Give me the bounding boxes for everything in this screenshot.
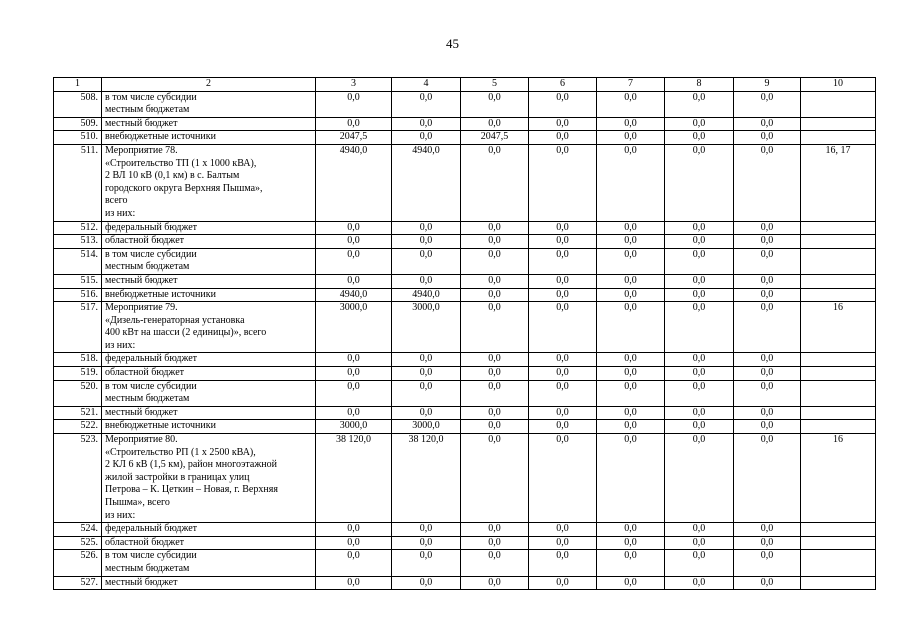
amount-cell: 0,0 xyxy=(597,91,665,117)
amount-cell: 0,0 xyxy=(392,550,461,576)
row-description: Мероприятие 80. «Строительство РП (1 х 2500 кВА), 2 КЛ 6 кВ (1,5 км), район многоэтажной жилой застройки в границах улиц Петрова – К. Цеткин – Новая, г. Верхняя Пышма», всего из них: xyxy=(102,434,316,523)
amount-cell: 0,0 xyxy=(597,434,665,523)
row-number: 522. xyxy=(54,420,102,434)
amount-cell: 0,0 xyxy=(597,550,665,576)
amount-cell: 0,0 xyxy=(597,380,665,406)
amount-cell: 0,0 xyxy=(734,523,801,537)
amount-cell: 0,0 xyxy=(597,144,665,221)
amount-cell: 0,0 xyxy=(529,434,597,523)
amount-cell: 0,0 xyxy=(316,274,392,288)
amount-cell: 0,0 xyxy=(665,434,734,523)
amount-cell: 0,0 xyxy=(597,248,665,274)
row-number: 508. xyxy=(54,91,102,117)
header-row xyxy=(54,78,876,92)
row-number: 510. xyxy=(54,131,102,145)
amount-cell: 0,0 xyxy=(461,380,529,406)
row-number: 519. xyxy=(54,367,102,381)
amount-cell: 0,0 xyxy=(316,536,392,550)
target-reference xyxy=(801,576,876,590)
table-row xyxy=(54,221,876,235)
row-description: в том числе субсидии местным бюджетам xyxy=(102,91,316,117)
row-description: местный бюджет xyxy=(102,406,316,420)
amount-cell: 0,0 xyxy=(734,91,801,117)
amount-cell: 0,0 xyxy=(597,420,665,434)
row-number: 509. xyxy=(54,117,102,131)
table-row xyxy=(54,302,876,353)
amount-cell: 0,0 xyxy=(529,248,597,274)
header-cell: 8 xyxy=(665,78,734,92)
amount-cell: 0,0 xyxy=(734,406,801,420)
amount-cell: 0,0 xyxy=(597,406,665,420)
amount-cell: 0,0 xyxy=(734,288,801,302)
header-cell: 3 xyxy=(316,78,392,92)
amount-cell: 4940,0 xyxy=(316,288,392,302)
target-reference xyxy=(801,288,876,302)
amount-cell: 0,0 xyxy=(392,221,461,235)
row-number: 520. xyxy=(54,380,102,406)
table-row xyxy=(54,536,876,550)
amount-cell: 0,0 xyxy=(461,367,529,381)
target-reference xyxy=(801,380,876,406)
table-row xyxy=(54,274,876,288)
amount-cell: 0,0 xyxy=(529,406,597,420)
amount-cell: 3000,0 xyxy=(392,420,461,434)
target-reference xyxy=(801,550,876,576)
amount-cell: 0,0 xyxy=(665,406,734,420)
target-reference xyxy=(801,536,876,550)
amount-cell: 0,0 xyxy=(316,248,392,274)
amount-cell: 0,0 xyxy=(597,536,665,550)
amount-cell: 0,0 xyxy=(316,406,392,420)
amount-cell: 0,0 xyxy=(734,367,801,381)
row-number: 524. xyxy=(54,523,102,537)
row-description: в том числе субсидии местным бюджетам xyxy=(102,248,316,274)
row-number: 526. xyxy=(54,550,102,576)
amount-cell: 0,0 xyxy=(734,302,801,353)
table-row xyxy=(54,550,876,576)
amount-cell: 0,0 xyxy=(529,131,597,145)
amount-cell: 0,0 xyxy=(392,91,461,117)
target-reference xyxy=(801,221,876,235)
row-number: 515. xyxy=(54,274,102,288)
row-description: внебюджетные источники xyxy=(102,131,316,145)
row-number: 517. xyxy=(54,302,102,353)
row-description: местный бюджет xyxy=(102,274,316,288)
amount-cell: 0,0 xyxy=(529,144,597,221)
amount-cell: 38 120,0 xyxy=(316,434,392,523)
amount-cell: 0,0 xyxy=(734,434,801,523)
row-number: 513. xyxy=(54,235,102,249)
amount-cell: 2047,5 xyxy=(461,131,529,145)
target-reference: 16, 17 xyxy=(801,144,876,221)
amount-cell: 0,0 xyxy=(734,131,801,145)
amount-cell: 0,0 xyxy=(665,221,734,235)
amount-cell: 0,0 xyxy=(316,91,392,117)
amount-cell: 0,0 xyxy=(316,117,392,131)
target-reference xyxy=(801,91,876,117)
amount-cell: 0,0 xyxy=(597,274,665,288)
amount-cell: 0,0 xyxy=(734,576,801,590)
amount-cell: 0,0 xyxy=(461,288,529,302)
amount-cell: 3000,0 xyxy=(316,420,392,434)
amount-cell: 0,0 xyxy=(461,420,529,434)
header-cell: 4 xyxy=(392,78,461,92)
target-reference: 16 xyxy=(801,434,876,523)
table-row xyxy=(54,367,876,381)
target-reference xyxy=(801,420,876,434)
row-description: Мероприятие 78. «Строительство ТП (1 х 1000 кВА), 2 ВЛ 10 кВ (0,1 км) в с. Балтым городского округа Верхняя Пышма», всего из них: xyxy=(102,144,316,221)
amount-cell: 0,0 xyxy=(734,536,801,550)
amount-cell: 0,0 xyxy=(529,235,597,249)
amount-cell: 0,0 xyxy=(734,221,801,235)
amount-cell: 0,0 xyxy=(597,523,665,537)
amount-cell: 0,0 xyxy=(392,576,461,590)
table-row xyxy=(54,523,876,537)
amount-cell: 0,0 xyxy=(665,353,734,367)
amount-cell: 0,0 xyxy=(461,353,529,367)
target-reference xyxy=(801,353,876,367)
amount-cell: 0,0 xyxy=(597,288,665,302)
amount-cell: 3000,0 xyxy=(316,302,392,353)
row-number: 512. xyxy=(54,221,102,235)
amount-cell: 0,0 xyxy=(392,536,461,550)
amount-cell: 0,0 xyxy=(392,131,461,145)
row-description: Мероприятие 79. «Дизель-генераторная установка 400 кВт на шасси (2 единицы)», всего из них: xyxy=(102,302,316,353)
row-number: 516. xyxy=(54,288,102,302)
row-number: 518. xyxy=(54,353,102,367)
amount-cell: 0,0 xyxy=(665,420,734,434)
amount-cell: 0,0 xyxy=(529,91,597,117)
amount-cell: 0,0 xyxy=(597,131,665,145)
amount-cell: 0,0 xyxy=(665,117,734,131)
amount-cell: 0,0 xyxy=(316,550,392,576)
amount-cell: 0,0 xyxy=(529,420,597,434)
amount-cell: 4940,0 xyxy=(392,144,461,221)
amount-cell: 0,0 xyxy=(529,367,597,381)
amount-cell: 0,0 xyxy=(665,144,734,221)
amount-cell: 0,0 xyxy=(597,235,665,249)
amount-cell: 0,0 xyxy=(461,576,529,590)
amount-cell: 0,0 xyxy=(392,235,461,249)
amount-cell: 0,0 xyxy=(529,536,597,550)
table-row xyxy=(54,434,876,523)
table-row xyxy=(54,353,876,367)
amount-cell: 0,0 xyxy=(597,117,665,131)
amount-cell: 0,0 xyxy=(461,536,529,550)
amount-cell: 0,0 xyxy=(597,367,665,381)
target-reference xyxy=(801,131,876,145)
amount-cell: 0,0 xyxy=(734,248,801,274)
target-reference xyxy=(801,406,876,420)
amount-cell: 0,0 xyxy=(392,523,461,537)
row-description: федеральный бюджет xyxy=(102,523,316,537)
amount-cell: 0,0 xyxy=(529,288,597,302)
amount-cell: 0,0 xyxy=(734,235,801,249)
header-cell: 6 xyxy=(529,78,597,92)
header-cell: 10 xyxy=(801,78,876,92)
amount-cell: 0,0 xyxy=(597,302,665,353)
amount-cell: 0,0 xyxy=(461,550,529,576)
amount-cell: 2047,5 xyxy=(316,131,392,145)
row-number: 525. xyxy=(54,536,102,550)
amount-cell: 0,0 xyxy=(461,274,529,288)
row-description: федеральный бюджет xyxy=(102,221,316,235)
row-number: 521. xyxy=(54,406,102,420)
amount-cell: 0,0 xyxy=(461,117,529,131)
header-cell: 1 xyxy=(54,78,102,92)
row-number: 523. xyxy=(54,434,102,523)
amount-cell: 4940,0 xyxy=(316,144,392,221)
row-description: областной бюджет xyxy=(102,367,316,381)
row-description: федеральный бюджет xyxy=(102,353,316,367)
amount-cell: 0,0 xyxy=(597,353,665,367)
amount-cell: 0,0 xyxy=(529,523,597,537)
amount-cell: 0,0 xyxy=(529,550,597,576)
amount-cell: 0,0 xyxy=(316,353,392,367)
amount-cell: 0,0 xyxy=(665,131,734,145)
amount-cell: 0,0 xyxy=(392,117,461,131)
amount-cell: 0,0 xyxy=(665,91,734,117)
amount-cell: 0,0 xyxy=(529,117,597,131)
amount-cell: 0,0 xyxy=(665,274,734,288)
amount-cell: 0,0 xyxy=(665,380,734,406)
header-cell: 9 xyxy=(734,78,801,92)
row-description: областной бюджет xyxy=(102,235,316,249)
table-row xyxy=(54,131,876,145)
amount-cell: 0,0 xyxy=(665,550,734,576)
table-row xyxy=(54,576,876,590)
amount-cell: 0,0 xyxy=(316,235,392,249)
table-row xyxy=(54,288,876,302)
table-row xyxy=(54,380,876,406)
amount-cell: 0,0 xyxy=(665,536,734,550)
amount-cell: 0,0 xyxy=(734,117,801,131)
amount-cell: 0,0 xyxy=(461,406,529,420)
row-number: 514. xyxy=(54,248,102,274)
amount-cell: 0,0 xyxy=(665,288,734,302)
row-description: внебюджетные источники xyxy=(102,420,316,434)
row-description: местный бюджет xyxy=(102,117,316,131)
table-row xyxy=(54,144,876,221)
amount-cell: 0,0 xyxy=(597,221,665,235)
header-cell: 7 xyxy=(597,78,665,92)
amount-cell: 0,0 xyxy=(665,576,734,590)
amount-cell: 0,0 xyxy=(461,523,529,537)
amount-cell: 0,0 xyxy=(734,353,801,367)
row-number: 527. xyxy=(54,576,102,590)
target-reference xyxy=(801,248,876,274)
amount-cell: 0,0 xyxy=(316,523,392,537)
amount-cell: 0,0 xyxy=(529,221,597,235)
amount-cell: 3000,0 xyxy=(392,302,461,353)
amount-cell: 0,0 xyxy=(461,248,529,274)
amount-cell: 0,0 xyxy=(665,367,734,381)
table-row xyxy=(54,235,876,249)
amount-cell: 0,0 xyxy=(316,221,392,235)
amount-cell: 0,0 xyxy=(529,302,597,353)
amount-cell: 0,0 xyxy=(529,576,597,590)
table-header xyxy=(54,78,876,92)
row-number: 511. xyxy=(54,144,102,221)
amount-cell: 0,0 xyxy=(461,235,529,249)
amount-cell: 0,0 xyxy=(665,302,734,353)
row-description: в том числе субсидии местным бюджетам xyxy=(102,380,316,406)
amount-cell: 0,0 xyxy=(392,248,461,274)
target-reference xyxy=(801,117,876,131)
amount-cell: 0,0 xyxy=(734,274,801,288)
header-cell: 2 xyxy=(102,78,316,92)
page-number: 45 xyxy=(446,36,459,51)
table-body xyxy=(54,91,876,590)
target-reference xyxy=(801,523,876,537)
amount-cell: 0,0 xyxy=(461,144,529,221)
amount-cell: 0,0 xyxy=(665,235,734,249)
amount-cell: 0,0 xyxy=(734,144,801,221)
target-reference: 16 xyxy=(801,302,876,353)
amount-cell: 0,0 xyxy=(392,353,461,367)
amount-cell: 0,0 xyxy=(734,550,801,576)
amount-cell: 0,0 xyxy=(392,406,461,420)
amount-cell: 38 120,0 xyxy=(392,434,461,523)
row-description: местный бюджет xyxy=(102,576,316,590)
target-reference xyxy=(801,367,876,381)
table-row xyxy=(54,91,876,117)
amount-cell: 0,0 xyxy=(529,353,597,367)
amount-cell: 0,0 xyxy=(461,221,529,235)
table-row xyxy=(54,248,876,274)
target-reference xyxy=(801,274,876,288)
row-description: областной бюджет xyxy=(102,536,316,550)
amount-cell: 0,0 xyxy=(392,380,461,406)
amount-cell: 0,0 xyxy=(665,248,734,274)
row-description: внебюджетные источники xyxy=(102,288,316,302)
amount-cell: 0,0 xyxy=(461,91,529,117)
amount-cell: 0,0 xyxy=(734,420,801,434)
table-row xyxy=(54,117,876,131)
amount-cell: 0,0 xyxy=(392,274,461,288)
amount-cell: 0,0 xyxy=(734,380,801,406)
amount-cell: 0,0 xyxy=(316,380,392,406)
target-reference xyxy=(801,235,876,249)
table-row xyxy=(54,420,876,434)
amount-cell: 0,0 xyxy=(461,302,529,353)
amount-cell: 0,0 xyxy=(316,367,392,381)
table-row xyxy=(54,406,876,420)
amount-cell: 0,0 xyxy=(461,434,529,523)
amount-cell: 0,0 xyxy=(529,274,597,288)
amount-cell: 0,0 xyxy=(316,576,392,590)
amount-cell: 0,0 xyxy=(665,523,734,537)
amount-cell: 0,0 xyxy=(597,576,665,590)
budget-table xyxy=(53,77,876,590)
header-cell: 5 xyxy=(461,78,529,92)
amount-cell: 0,0 xyxy=(392,367,461,381)
amount-cell: 0,0 xyxy=(529,380,597,406)
amount-cell: 4940,0 xyxy=(392,288,461,302)
row-description: в том числе субсидии местным бюджетам xyxy=(102,550,316,576)
